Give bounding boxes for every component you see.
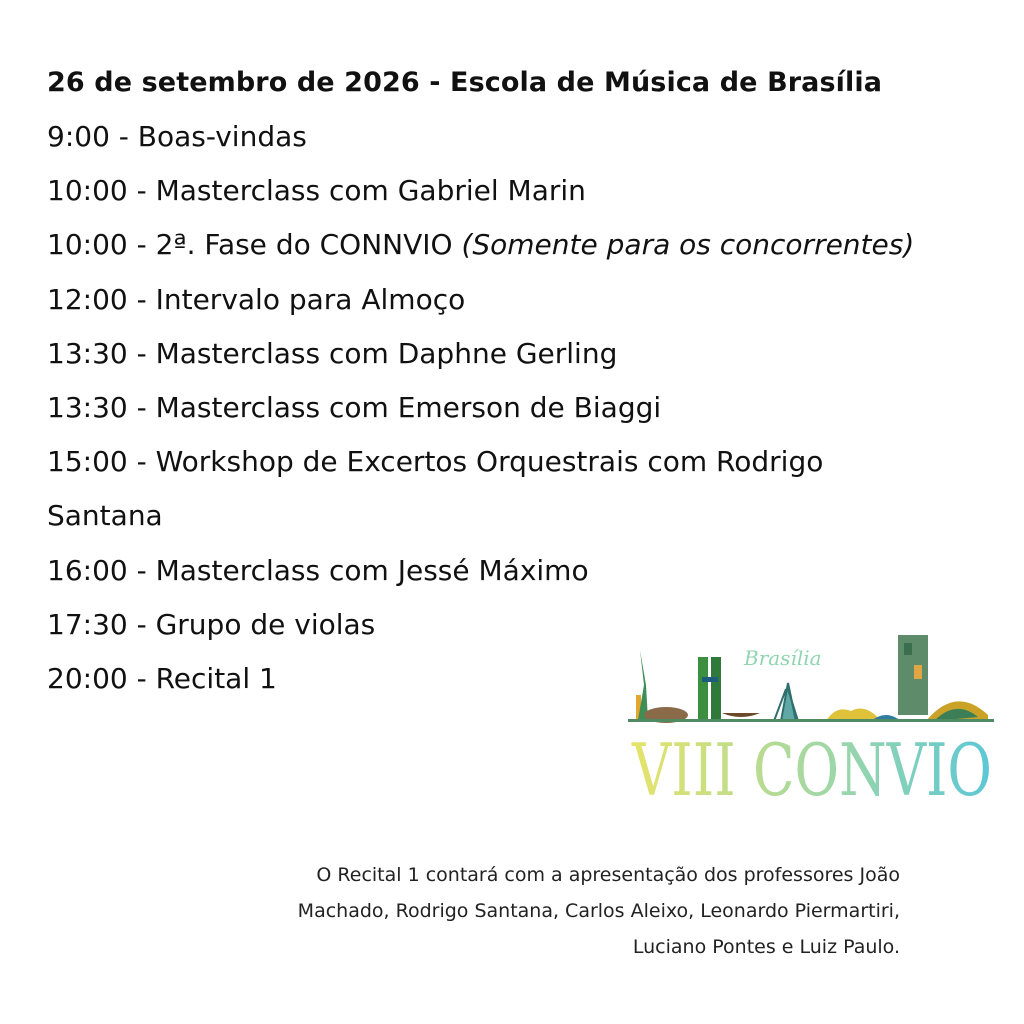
schedule-item: 13:30 - Masterclass com Emerson de Biaggi <box>47 391 662 425</box>
schedule-item: 10:00 - Masterclass com Gabriel Marin <box>47 174 586 208</box>
schedule-item: 13:30 - Masterclass com Daphne Gerling <box>47 336 618 370</box>
schedule-item-note: (Somente para os concorrentes) <box>461 228 915 262</box>
schedule-item: 15:00 - Workshop de Excertos Orquestrais com Rodrigo Santana <box>47 445 824 533</box>
recital-note: O Recital 1 contará com a apresentação dos professores João Machado, Rodrigo Santana, Carlos Aleixo, Leonardo Piermartiri, Luciano Pontes e Luiz Paulo. <box>297 864 900 958</box>
schedule-item: 17:30 - Grupo de violas <box>47 607 376 641</box>
convio-logo <box>626 625 998 805</box>
schedule-item: 12:00 - Intervalo para Almoço <box>47 282 466 316</box>
schedule-item: 10:00 - 2ª. Fase do CONNVIO (Somente para os concorrentes) <box>47 228 915 262</box>
schedule <box>47 56 997 706</box>
schedule-item: 9:00 - Boas-vindas <box>47 120 307 153</box>
logo-script-text: Brasília <box>744 646 822 670</box>
schedule-item: 16:00 - Masterclass com Jessé Máximo <box>47 553 589 587</box>
page-title: 26 de setembro de 2026 - Escola de Música de Brasília <box>47 67 883 98</box>
schedule-item: 20:00 - Recital 1 <box>47 662 277 696</box>
logo-main-text: VIII CONVIO <box>631 728 992 805</box>
